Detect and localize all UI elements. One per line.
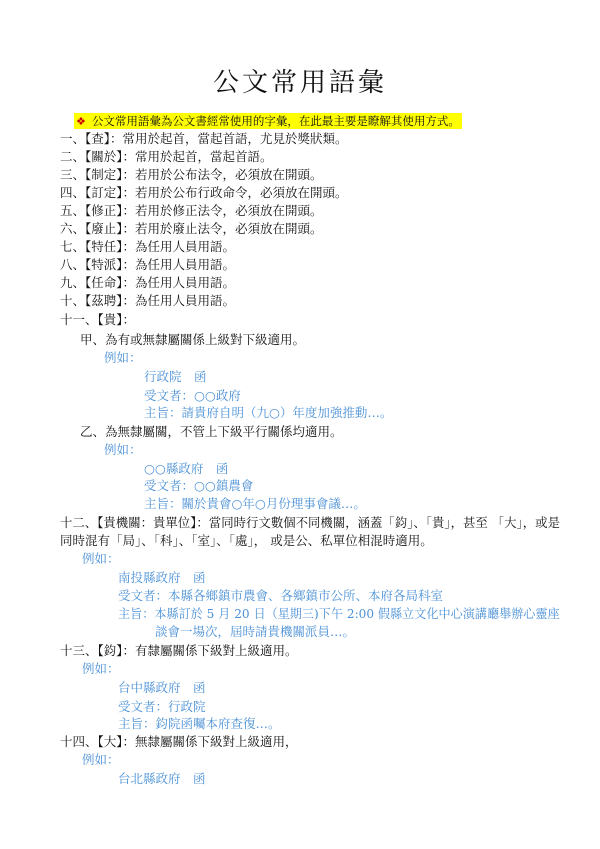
example-line: 受文者：○○政府 [144,388,241,403]
example-line: 主旨：請貴府自明（九○）年度加強推動…。 [144,405,393,420]
example-label: 例如： [82,752,120,767]
list-item: 六、【廢止】：若用於廢止法令，必須放在開頭。 [60,221,323,236]
example-label: 例如： [104,350,142,365]
list-item: 十四、【大】：無隸屬關係下級對上級適用， [60,734,298,749]
example-line: 主旨：關於貴會○年○月份理事會議…。 [144,496,366,511]
list-item: 三、【制定】：若用於公布法令，必須放在開頭。 [60,167,323,182]
list-item: 四、【訂定】：若用於公布行政命令，必須放在開頭。 [60,185,348,200]
page-title: 公文常用語彙 [212,68,387,98]
list-item: 九、【任命】：為任用人員用語。 [60,275,236,290]
example-label: 例如： [82,551,120,566]
list-item: 七、【特任】：為任用人員用語。 [60,239,236,254]
example-line: 台中縣政府 函 [118,680,206,695]
example-line: 主旨：本縣訂於 5 月 20 日（星期三)下午 2:00 假縣立文化中心演講廳舉辦心靈座 [118,606,560,621]
list-item: 十二、【貴機關：貴單位】：當同時行文數個不同機關，涵蓋「鈞」、「貴」，甚至 「大」，或是 [60,515,560,530]
example-label: 例如： [104,442,142,457]
example-line: 主旨：鈞院函囑本府查復…。 [118,716,281,731]
list-item: 一、【查】：常用於起首，當起首語，尤見於獎狀類。 [60,131,348,146]
diamond-bullet-icon: ❖ [76,115,86,128]
list-item: 八、【特派】：為任用人員用語。 [60,257,236,272]
list-item: 五、【修正】：若用於修正法令，必須放在開頭。 [60,203,323,218]
example-line: 受文者：行政院 [118,699,206,714]
list-item: 十、【茲聘】：為任用人員用語。 [60,293,236,308]
example-line: 受文者：○○鎮農會 [144,478,254,493]
list-item: 十三、【鈞】：有隸屬關係下級對上級適用。 [60,643,298,658]
example-line: 行政院 函 [144,369,207,384]
list-item: 十一、【貴】： [60,312,136,327]
example-line: 受文者：本縣各鄉鎮市農會、各鄉鎮市公所、本府各局科室 [118,588,444,603]
example-label: 例如： [82,661,120,676]
intro-note-text: 公文常用語彙為公文書經常使用的字彙，在此最主要是瞭解其使用方式。 [91,114,460,128]
intro-note [74,113,462,129]
list-item-continuation: 同時混有「局」、「科」、「室」、「處」， 或是公、私單位相混時適用。 [60,533,433,548]
list-item: 二、【關於】：常用於起首，當起首語。 [60,149,273,164]
sub-item-a: 甲、為有或無隸屬關係上級對下級適用。 [80,332,306,347]
example-line: 談會一場次，屆時請貴機關派員…。 [155,624,356,639]
example-line: 南投縣政府 函 [118,570,206,585]
example-line: 台北縣政府 函 [118,771,206,786]
example-line: ○○縣政府 函 [144,461,229,476]
sub-item-b: 乙、為無隸屬關，不管上下級平行關係均適用。 [80,424,343,439]
